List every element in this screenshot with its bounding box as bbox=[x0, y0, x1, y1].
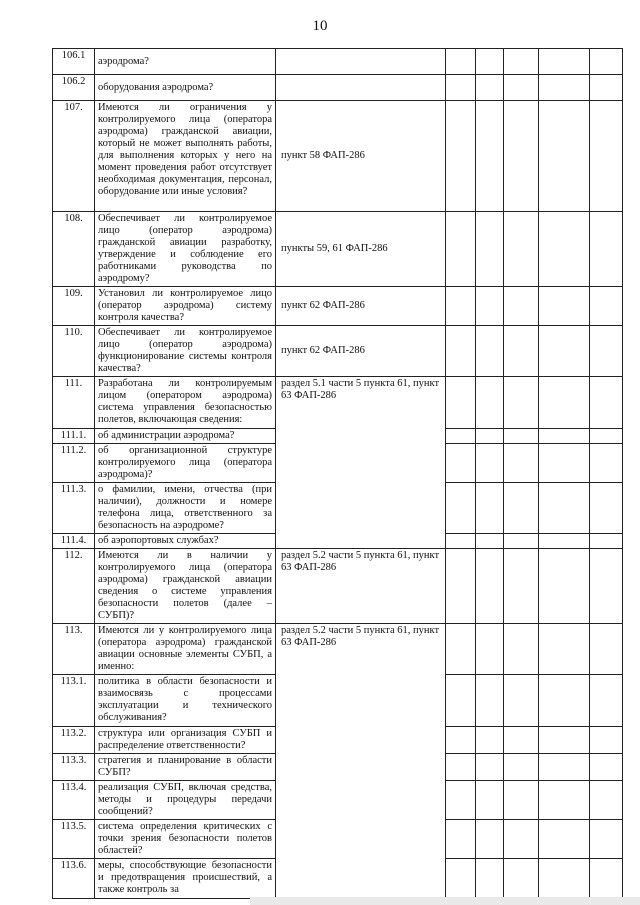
scan-shadow bbox=[250, 897, 640, 905]
row-number: 111.2. bbox=[53, 444, 95, 483]
row-number: 113. bbox=[53, 624, 95, 675]
question-text: структура или организация СУБП и распределение ответственности? bbox=[95, 727, 276, 754]
row-number: 111. bbox=[53, 377, 95, 429]
row-number: 111.4. bbox=[53, 534, 95, 549]
answer-cell bbox=[446, 287, 476, 326]
answer-cell bbox=[590, 534, 623, 549]
answer-cell bbox=[446, 754, 476, 781]
answer-cell bbox=[476, 859, 504, 899]
row-number: 106.1 bbox=[53, 49, 95, 75]
row-number: 112. bbox=[53, 549, 95, 624]
answer-cell bbox=[476, 754, 504, 781]
table-row bbox=[53, 75, 623, 101]
table-row bbox=[53, 624, 623, 675]
question-text: аэродрома? bbox=[95, 49, 276, 75]
answer-cell bbox=[539, 326, 590, 377]
question-text: система определения критических с точки зрения безопасности полетов областей? bbox=[95, 820, 276, 859]
answer-cell bbox=[590, 675, 623, 727]
answer-cell bbox=[446, 212, 476, 287]
answer-cell bbox=[590, 429, 623, 444]
page-number: 10 bbox=[312, 18, 328, 34]
row-number: 110. bbox=[53, 326, 95, 377]
answer-cell bbox=[446, 820, 476, 859]
answer-cell bbox=[504, 675, 539, 727]
answer-cell bbox=[504, 534, 539, 549]
answer-cell bbox=[504, 429, 539, 444]
question-text: политика в области безопасности и взаимосвязь с процессами эксплуатации и технического обслуживания? bbox=[95, 675, 276, 727]
answer-cell bbox=[476, 534, 504, 549]
question-text: Имеются ли в наличии у контролируемого лица (оператора аэродрома) гражданской авиации сведения о системе управления безопасности полетов (далее – СУБП)? bbox=[95, 549, 276, 624]
answer-cell bbox=[590, 212, 623, 287]
answer-cell bbox=[539, 287, 590, 326]
answer-cell bbox=[504, 101, 539, 212]
answer-cell bbox=[476, 287, 504, 326]
answer-cell bbox=[539, 483, 590, 534]
answer-cell bbox=[476, 326, 504, 377]
table-row bbox=[53, 326, 623, 377]
answer-cell bbox=[590, 549, 623, 624]
table-row bbox=[53, 377, 623, 429]
question-text: о фамилии, имени, отчества (при наличии), должности и номере телефона лица, ответственного за безопасность на аэродроме? bbox=[95, 483, 276, 534]
answer-cell bbox=[504, 377, 539, 429]
answer-cell bbox=[590, 287, 623, 326]
reference-cell: раздел 5.2 части 5 пункта 61, пункт 63 ФАП-286 bbox=[276, 624, 446, 899]
answer-cell bbox=[476, 101, 504, 212]
answer-cell bbox=[539, 534, 590, 549]
answer-cell bbox=[446, 675, 476, 727]
answer-cell bbox=[476, 624, 504, 675]
answer-cell bbox=[539, 75, 590, 101]
answer-cell bbox=[504, 820, 539, 859]
reference-cell: пункт 62 ФАП-286 bbox=[276, 287, 446, 326]
question-text: реализация СУБП, включая средства, методы и процедуры передачи сообщений? bbox=[95, 781, 276, 820]
row-number: 113.6. bbox=[53, 859, 95, 899]
answer-cell bbox=[476, 549, 504, 624]
answer-cell bbox=[446, 444, 476, 483]
answer-cell bbox=[539, 754, 590, 781]
answer-cell bbox=[476, 727, 504, 754]
table-row bbox=[53, 101, 623, 212]
row-number: 106.2 bbox=[53, 75, 95, 101]
answer-cell bbox=[476, 675, 504, 727]
reference-cell bbox=[276, 75, 446, 101]
answer-cell bbox=[590, 754, 623, 781]
answer-cell bbox=[476, 820, 504, 859]
question-text: об аэропортовых службах? bbox=[95, 534, 276, 549]
answer-cell bbox=[539, 212, 590, 287]
question-text: Имеются ли у контролируемого лица (оператора аэродрома) гражданской авиации основные элементы СУБП, а именно: bbox=[95, 624, 276, 675]
answer-cell bbox=[590, 75, 623, 101]
answer-cell bbox=[539, 624, 590, 675]
reference-cell: пункты 59, 61 ФАП-286 bbox=[276, 212, 446, 287]
answer-cell bbox=[476, 49, 504, 75]
question-text: оборудования аэродрома? bbox=[95, 75, 276, 101]
row-number: 108. bbox=[53, 212, 95, 287]
answer-cell bbox=[539, 49, 590, 75]
question-text: меры, способствующие безопасности и предотвращения происшествий, а также контроль за bbox=[95, 859, 276, 899]
answer-cell bbox=[539, 675, 590, 727]
answer-cell bbox=[504, 326, 539, 377]
question-text: Имеются ли ограничения у контролируемого лица (оператора аэродрома) гражданской авиации, который не может выполнять работы, для выполнения которых у него на момент проведения работ отсутствует необходимая документация, персонал, оборудование или иные условия? bbox=[95, 101, 276, 212]
answer-cell bbox=[446, 429, 476, 444]
answer-cell bbox=[539, 781, 590, 820]
answer-cell bbox=[446, 549, 476, 624]
answer-cell bbox=[446, 859, 476, 899]
answer-cell bbox=[504, 781, 539, 820]
answer-cell bbox=[590, 483, 623, 534]
answer-cell bbox=[590, 727, 623, 754]
answer-cell bbox=[504, 49, 539, 75]
answer-cell bbox=[476, 212, 504, 287]
answer-cell bbox=[590, 624, 623, 675]
answer-cell bbox=[504, 549, 539, 624]
question-text: об организационной структуре контролируемого лица (оператора аэродрома)? bbox=[95, 444, 276, 483]
answer-cell bbox=[539, 727, 590, 754]
answer-cell bbox=[446, 781, 476, 820]
answer-cell bbox=[504, 727, 539, 754]
answer-cell bbox=[590, 820, 623, 859]
answer-cell bbox=[476, 781, 504, 820]
question-text: Обеспечивает ли контролируемое лицо (оператор аэродрома) гражданской авиации разработку, утверждение и соблюдение его работниками руководства по аэродрому? bbox=[95, 212, 276, 287]
answer-cell bbox=[590, 377, 623, 429]
reference-cell: пункт 58 ФАП-286 bbox=[276, 101, 446, 212]
question-text: Разработана ли контролируемым лицом (оператором аэродрома) система управления безопасностью полетов, включающая сведения: bbox=[95, 377, 276, 429]
question-text: стратегия и планирование в области СУБП? bbox=[95, 754, 276, 781]
answer-cell bbox=[504, 483, 539, 534]
answer-cell bbox=[446, 483, 476, 534]
question-text: Обеспечивает ли контролируемое лицо (оператор аэродрома) функционирование системы контроля качества? bbox=[95, 326, 276, 377]
reference-cell: раздел 5.2 части 5 пункта 61, пункт 63 ФАП-286 bbox=[276, 549, 446, 624]
answer-cell bbox=[504, 212, 539, 287]
answer-cell bbox=[539, 377, 590, 429]
answer-cell bbox=[446, 377, 476, 429]
table-row bbox=[53, 549, 623, 624]
answer-cell bbox=[590, 49, 623, 75]
reference-cell: пункт 62 ФАП-286 bbox=[276, 326, 446, 377]
table-row bbox=[53, 49, 623, 75]
answer-cell bbox=[504, 624, 539, 675]
answer-cell bbox=[446, 624, 476, 675]
row-number: 113.5. bbox=[53, 820, 95, 859]
checklist-table bbox=[52, 48, 623, 899]
answer-cell bbox=[476, 75, 504, 101]
answer-cell bbox=[539, 549, 590, 624]
answer-cell bbox=[504, 75, 539, 101]
answer-cell bbox=[590, 444, 623, 483]
answer-cell bbox=[504, 859, 539, 899]
answer-cell bbox=[446, 534, 476, 549]
answer-cell bbox=[476, 444, 504, 483]
answer-cell bbox=[476, 483, 504, 534]
answer-cell bbox=[446, 326, 476, 377]
answer-cell bbox=[539, 101, 590, 212]
row-number: 113.2. bbox=[53, 727, 95, 754]
answer-cell bbox=[476, 429, 504, 444]
answer-cell bbox=[590, 101, 623, 212]
row-number: 113.1. bbox=[53, 675, 95, 727]
answer-cell bbox=[539, 820, 590, 859]
answer-cell bbox=[446, 101, 476, 212]
row-number: 113.4. bbox=[53, 781, 95, 820]
row-number: 109. bbox=[53, 287, 95, 326]
answer-cell bbox=[504, 754, 539, 781]
row-number: 113.3. bbox=[53, 754, 95, 781]
row-number: 111.3. bbox=[53, 483, 95, 534]
reference-cell bbox=[276, 49, 446, 75]
question-text: об администрации аэродрома? bbox=[95, 429, 276, 444]
table-row bbox=[53, 212, 623, 287]
answer-cell bbox=[446, 75, 476, 101]
answer-cell bbox=[476, 377, 504, 429]
table-row bbox=[53, 287, 623, 326]
answer-cell bbox=[590, 326, 623, 377]
checklist-body bbox=[53, 49, 623, 899]
answer-cell bbox=[539, 859, 590, 899]
answer-cell bbox=[446, 49, 476, 75]
row-number: 111.1. bbox=[53, 429, 95, 444]
answer-cell bbox=[590, 859, 623, 899]
answer-cell bbox=[539, 444, 590, 483]
answer-cell bbox=[504, 287, 539, 326]
answer-cell bbox=[539, 429, 590, 444]
answer-cell bbox=[590, 781, 623, 820]
answer-cell bbox=[446, 727, 476, 754]
reference-cell: раздел 5.1 части 5 пункта 61, пункт 63 ФАП-286 bbox=[276, 377, 446, 549]
question-text: Установил ли контролируемое лицо (оператор аэродрома) систему контроля качества? bbox=[95, 287, 276, 326]
row-number: 107. bbox=[53, 101, 95, 212]
answer-cell bbox=[504, 444, 539, 483]
